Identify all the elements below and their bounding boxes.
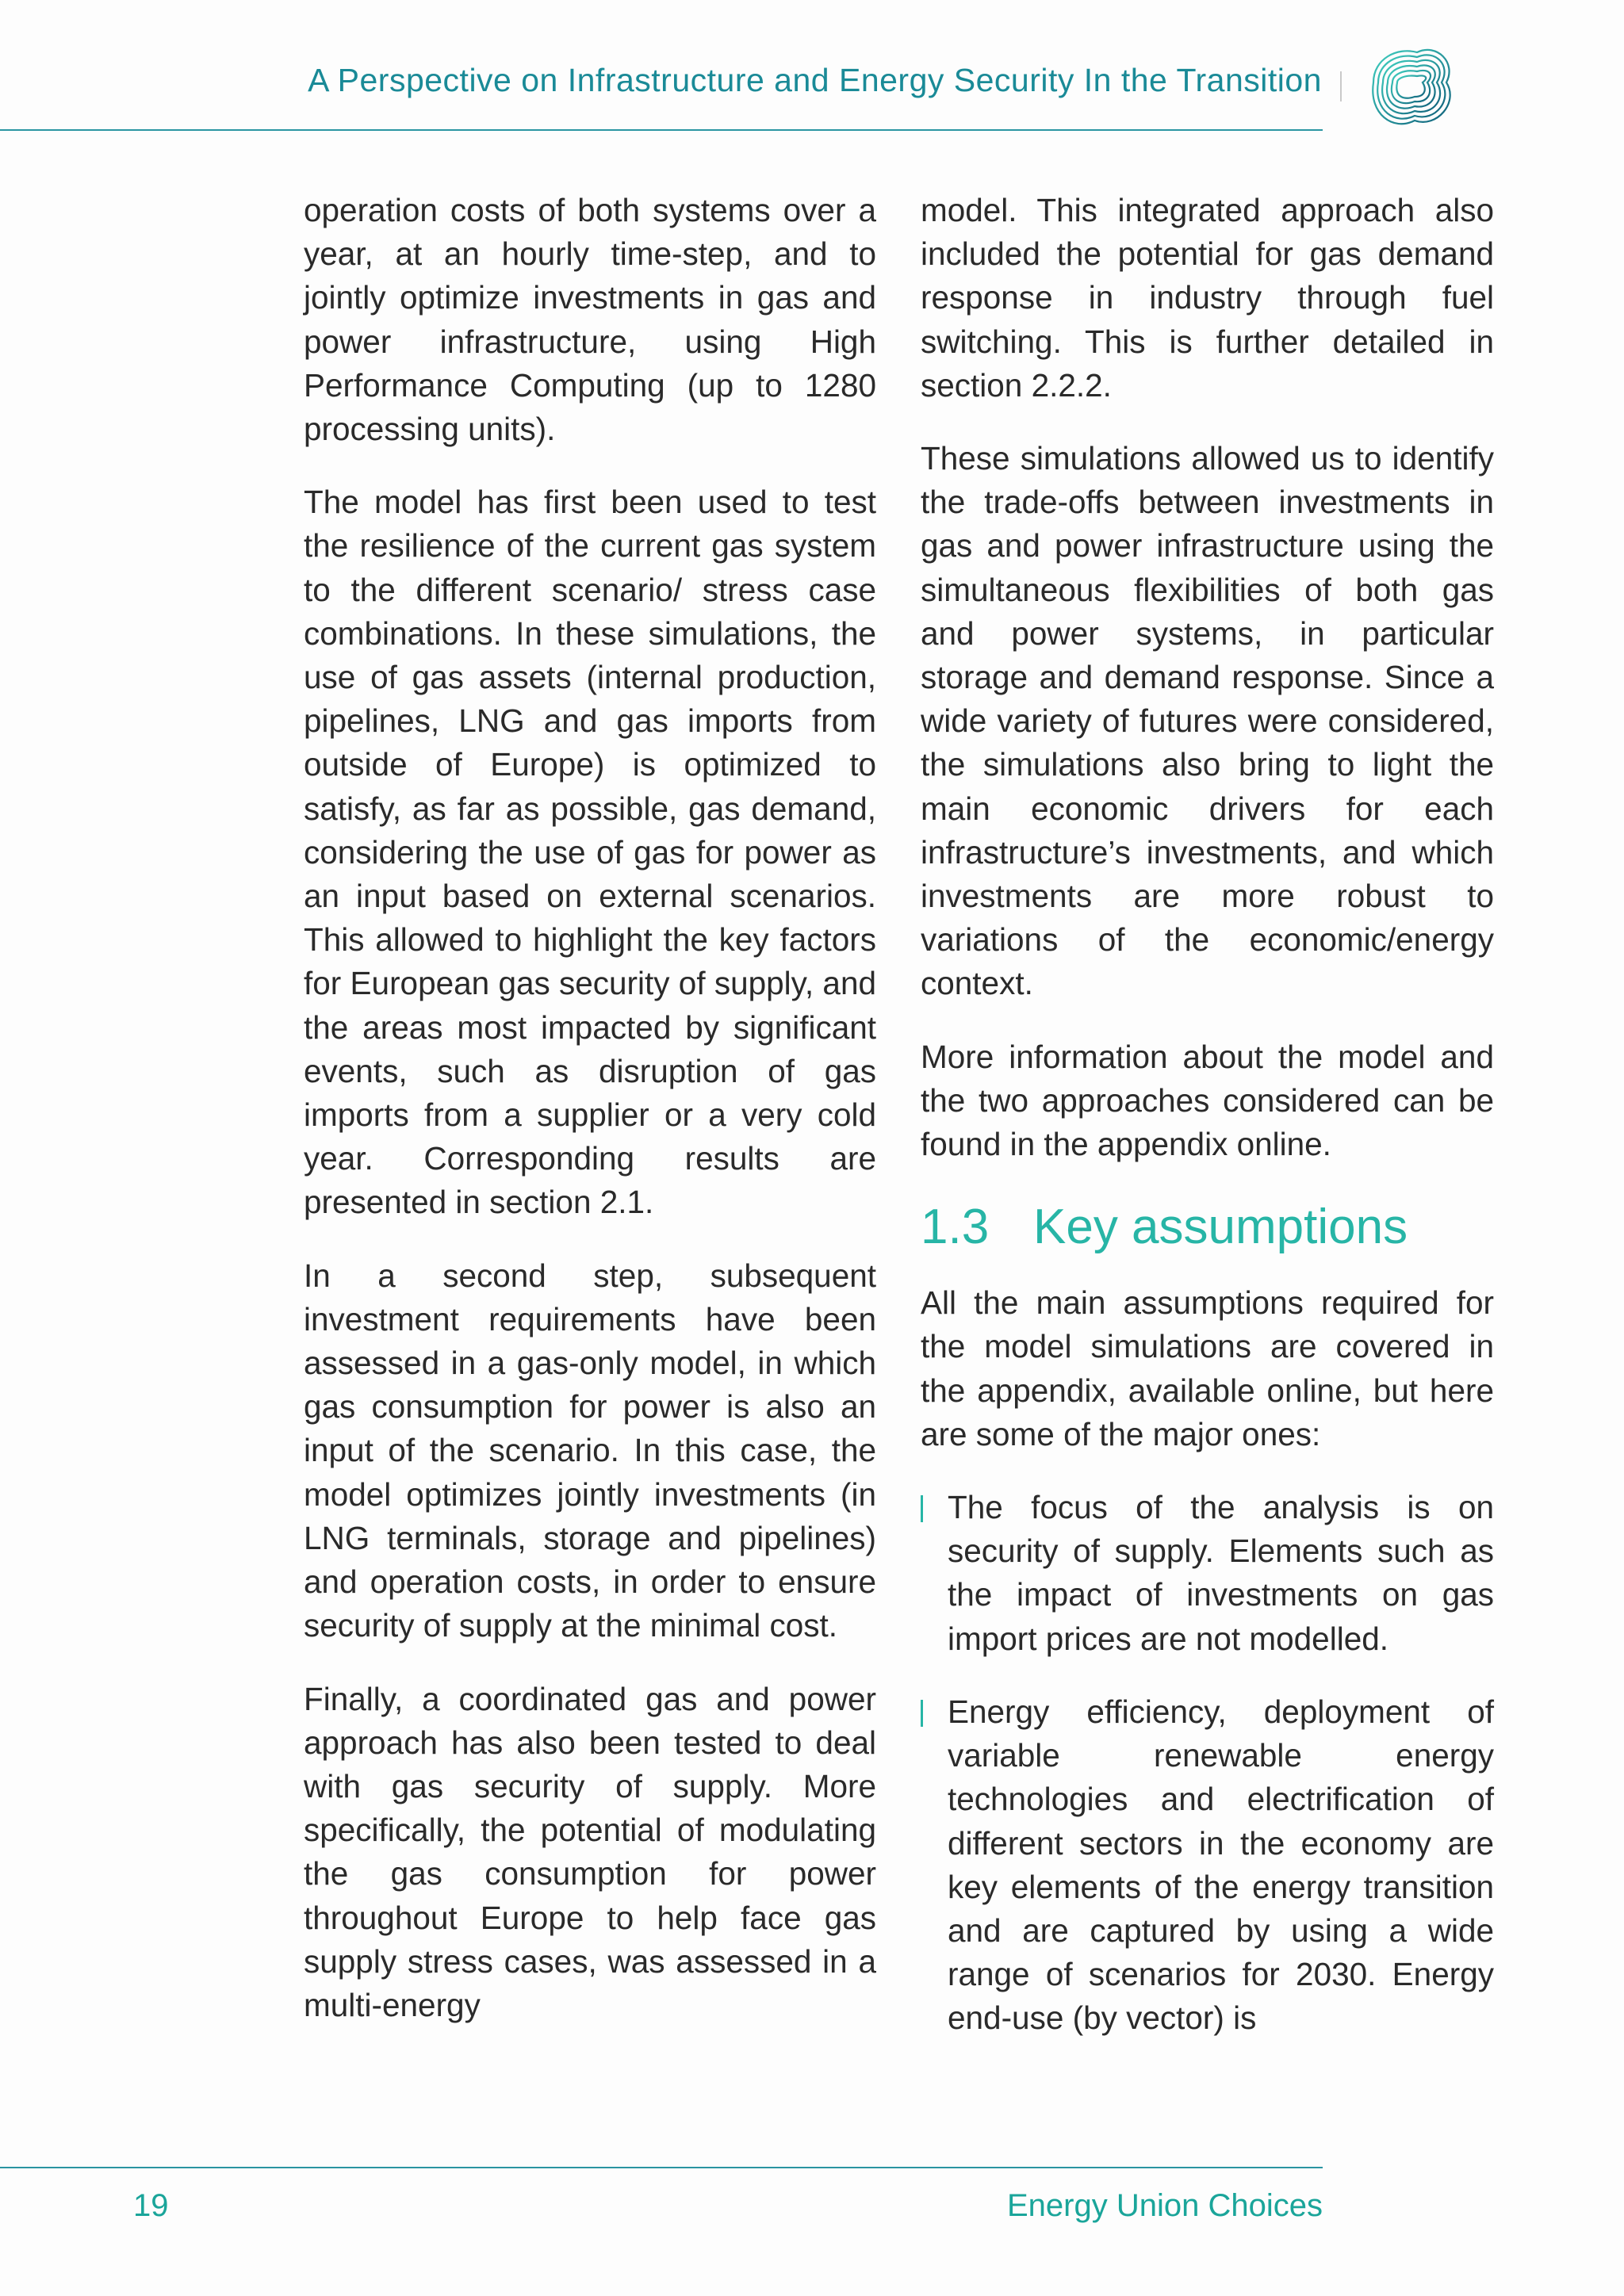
- section-title: Key assumptions: [1033, 1200, 1408, 1255]
- section-number: 1.3: [921, 1200, 990, 1255]
- page-number: 19: [133, 2188, 169, 2223]
- section-intro: All the main assumptions required for the model simulations are covered in the appendix, available online, but here are some of the major ones:: [921, 1284, 1494, 1452]
- bullet-item: [921, 1486, 1494, 1661]
- footer-title: Energy Union Choices: [1007, 2188, 1323, 2223]
- footer-rule: [0, 2167, 1323, 2168]
- left-paragraph-2: The model has first been used to test the resilience of the current gas system to the different scenario/ stress case combinations. In these simulations, the use of gas assets (internal production, pipelines, LNG and gas imports from outside of Europe) is optimized to satisfy, as far as possible, gas demand, considering the use of gas for power as an input based on external scenarios. This allowed to highlight the key factors for European gas security of supply, and the areas most impacted by significant events, such as disruption of gas imports from a supplier or a very cold year. Corresponding results are presented in section 2.1.: [304, 484, 876, 1221]
- left-paragraph-1: operation costs of both systems over a year, at an hourly time-step, and to jointly optimize investments in gas and power infrastructure, using High Performance Computing (up to 1280 processing units).: [304, 192, 876, 448]
- bullet-item: [921, 1690, 1494, 2041]
- bullet-text: The focus of the analysis is on security of supply. Elements such as the impact of investments on gas import prices are not modelled.: [948, 1489, 1494, 1657]
- header-separator: [1340, 71, 1342, 101]
- left-paragraph-4: Finally, a coordinated gas and power approach has also been tested to deal with gas security of supply. More specifically, the potential of modulating the gas consumption for power throughout Europe to help face gas supply stress cases, was assessed in a multi-energy: [304, 1680, 876, 2023]
- header-title: A Perspective on Infrastructure and Energy Security In the Transition: [308, 62, 1322, 98]
- swirl-logo-icon: [1358, 35, 1462, 140]
- bullet-bar-icon: [921, 1700, 923, 1727]
- section-heading: [921, 1196, 1494, 1259]
- bullet-bar-icon: [921, 1495, 923, 1522]
- bullet-text: Energy efficiency, deployment of variable renewable energy technologies and electrification of different sectors in the economy are key elements of the energy transition and are captured by using a wide range of scenarios for 2030. Energy end-use (by vector) is: [948, 1693, 1494, 2037]
- right-column: [921, 189, 1494, 2070]
- right-paragraph-3: More information about the model and the two approaches considered can be found in the appendix online.: [921, 1038, 1494, 1163]
- left-column: [304, 189, 876, 2057]
- right-paragraph-2: These simulations allowed us to identify the trade-offs between investments in gas and power infrastructure using the simultaneous flexibilities of both gas and power systems, in particular storage and demand response. Since a wide variety of futures were considered, the simulations also bring to light the main economic drivers for each infrastructure’s investments, and which investments are more robust to variations of the economic/energy context.: [921, 440, 1494, 1002]
- right-paragraph-1: model. This integrated approach also included the potential for gas demand response in industry through fuel switching. This is further detailed in section 2.2.2.: [921, 192, 1494, 404]
- left-paragraph-3: In a second step, subsequent investment requirements have been assessed in a gas-only model, in which gas consumption for power is also an input of the scenario. In this case, the model optimizes jointly investments (in LNG terminals, storage and pipelines) and operation costs, in order to ensure security of supply at the minimal cost.: [304, 1257, 876, 1644]
- header-rule: [0, 129, 1323, 131]
